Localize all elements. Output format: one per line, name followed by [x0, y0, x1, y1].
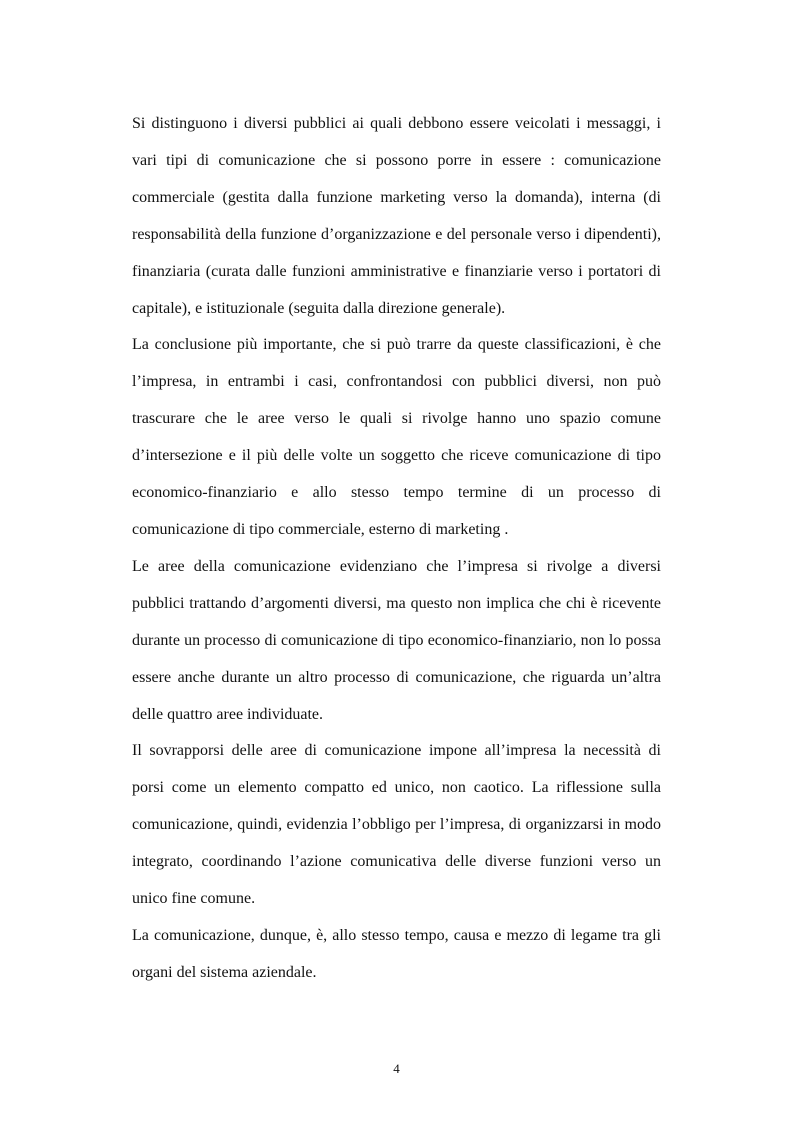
body-text: [132, 106, 661, 992]
page-number: 4: [393, 1061, 400, 1076]
paragraph-3: Le aree della comunicazione evidenziano che l’impresa si rivolge a diversi pubblici trattando d’argomenti diversi, ma questo non implica che chi è ricevente durante un processo di comunicazione di tipo economico-finanziario, non lo possa essere anche durante un altro processo di comunicazione, che riguarda un’altra delle quattro aree individuate.: [132, 557, 661, 723]
paragraph-2: La conclusione più importante, che si può trarre da queste classificazioni, è che l’impresa, in entrambi i casi, confrontandosi con pubblici diversi, non può trascurare che le aree verso le quali si rivolge hanno uno spazio comune d’intersezione e il più delle volte un soggetto che riceve comunicazione di tipo economico-finanziario e allo stesso tempo termine di un processo di comunicazione di tipo commerciale, esterno di marketing .: [132, 336, 661, 538]
paragraph-1: Si distinguono i diversi pubblici ai quali debbono essere veicolati i messaggi, i vari tipi di comunicazione che si possono porre in essere : comunicazione commerciale (gestita dalla funzione marketing verso la domanda), interna (di responsabilità della funzione d’organizzazione e del personale verso i dipendenti), finanziaria (curata dalle funzioni amministrative e finanziarie verso i portatori di capitale), e istituzionale (seguita dalla direzione generale).: [132, 115, 661, 317]
paragraph-5: La comunicazione, dunque, è, allo stesso tempo, causa e mezzo di legame tra gli organi del sistema aziendale.: [132, 926, 661, 981]
paragraph-4: Il sovrapporsi delle aree di comunicazione impone all’impresa la necessità di porsi come un elemento compatto ed unico, non caotico. La riflessione sulla comunicazione, quindi, evidenzia l’obbligo per l’impresa, di organizzarsi in modo integrato, coordinando l’azione comunicativa delle diverse funzioni verso un unico fine comune.: [132, 742, 661, 908]
